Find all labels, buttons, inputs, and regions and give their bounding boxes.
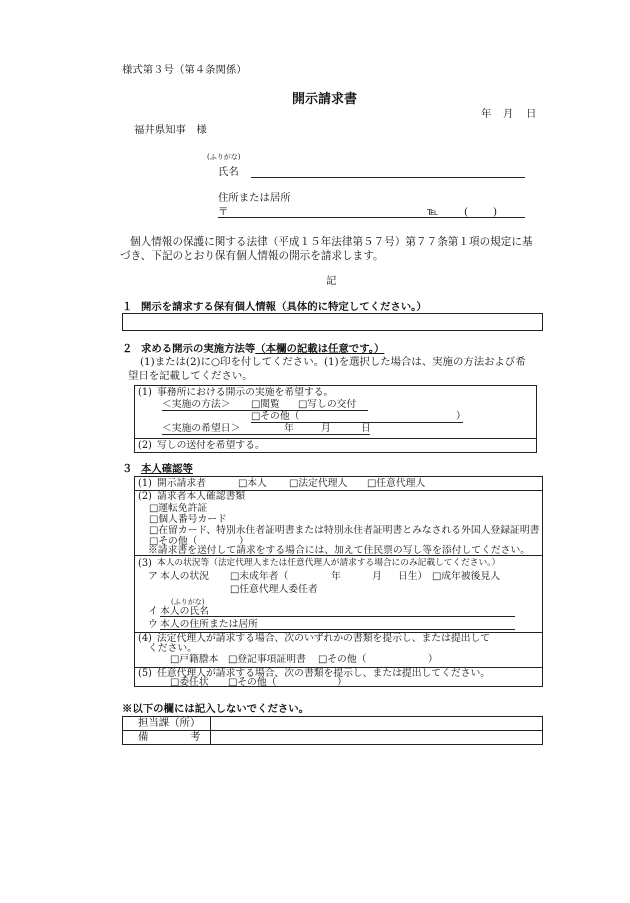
section-3-heading: 本人確認等 bbox=[141, 463, 193, 475]
legal-rep-docs-text: 法定代理人が請求する場合、次のいずれかの書類を提示し、または提出して bbox=[157, 633, 491, 644]
ki-mark: 記 bbox=[326, 275, 337, 287]
section-2-instruction: 望日を記載してください。 bbox=[128, 370, 253, 382]
person-name-label: 本人の氏名 bbox=[160, 606, 209, 617]
requester-label: 開示請求者 bbox=[157, 478, 206, 489]
registry-certificate-checkbox: □登記事項証明書 bbox=[228, 654, 306, 665]
id-other-close: ） bbox=[239, 536, 249, 547]
office-use-note: ※以下の欄には記入しないでください。 bbox=[122, 703, 310, 715]
id-documents-number: (2) bbox=[138, 491, 152, 502]
requester-legal-rep-checkbox: □法定代理人 bbox=[289, 478, 348, 489]
adult-ward-checkbox: □成年被後見人 bbox=[432, 571, 501, 582]
power-of-attorney-checkbox: □委任状 bbox=[170, 677, 209, 688]
requester-voluntary-rep-checkbox: □任意代理人 bbox=[367, 478, 426, 489]
voluntary-rep-other-checkbox: □その他（ bbox=[228, 677, 277, 688]
status-a-mark: ア bbox=[148, 571, 158, 582]
date-year-label: 年 bbox=[481, 108, 492, 120]
legal-rep-docs-text: ください。 bbox=[148, 643, 197, 654]
office-use-remarks-label: 備 考 bbox=[138, 731, 203, 743]
person-status-number: (3) bbox=[138, 558, 152, 569]
person-status-label: 本人の状況等（法定代理人または任意代理人が請求する場合にのみ記載してください。） bbox=[157, 558, 501, 568]
family-register-checkbox: □戸籍謄本 bbox=[170, 654, 219, 665]
applicant-address-label: 住所または居所 bbox=[218, 192, 291, 204]
addressee: 福井県知事 様 bbox=[134, 124, 207, 136]
id-documents-label: 請求者本人確認書類 bbox=[157, 491, 246, 502]
method-label: ＜実施の方法＞ bbox=[162, 399, 231, 410]
form-title: 開示請求書 bbox=[292, 92, 358, 107]
birth-day-label: 日生） bbox=[398, 571, 428, 582]
id-other-checkbox: □その他（ bbox=[149, 536, 198, 547]
tel-paren-close: ) bbox=[493, 206, 498, 218]
section-1-entry-box bbox=[122, 313, 543, 331]
residence-card-checkbox: □在留カード、特別永住者証明書または特別永住者証明書とみなされる外国人登録証明書 bbox=[149, 525, 540, 536]
method-other-underline bbox=[251, 422, 463, 423]
mail-request-note: ※請求書を送付して請求をする場合には、加えて住民票の写し等を添付してください。 bbox=[148, 545, 531, 556]
tel-mark: ℡ bbox=[427, 206, 439, 218]
legal-rep-other-close: ） bbox=[428, 654, 438, 665]
applicant-name-label: 氏名 bbox=[218, 166, 239, 178]
preferred-date-day: 日 bbox=[361, 423, 371, 434]
section-2-heading: 求める開示の実施方法等 bbox=[141, 343, 256, 355]
section-2-number: ２ bbox=[122, 343, 133, 355]
date-day-label: 日 bbox=[526, 108, 537, 120]
requester-self-checkbox: □本人 bbox=[238, 478, 267, 489]
minor-checkbox: □未成年者（ bbox=[230, 571, 289, 582]
office-use-column-divider bbox=[210, 716, 211, 745]
option-2-number: (2) bbox=[138, 440, 152, 451]
birth-year-label: 年 bbox=[331, 571, 341, 582]
person-address-label: 本人の住所または居所 bbox=[160, 619, 258, 630]
section-1-number: １ bbox=[122, 301, 133, 313]
preferred-date-label: ＜実施の希望日＞ bbox=[162, 423, 241, 434]
section-2-divider bbox=[134, 438, 537, 439]
person-furigana-label: (ふりがな) bbox=[171, 598, 205, 606]
status-i-mark: イ bbox=[148, 606, 158, 617]
voluntary-rep-docs-number: (5) bbox=[138, 668, 152, 679]
voluntary-rep-other-close: ） bbox=[337, 677, 347, 688]
method-other-checkbox: □その他（ bbox=[251, 411, 300, 422]
section-2-heading-row bbox=[141, 343, 384, 355]
legal-rep-other-checkbox: □その他（ bbox=[318, 654, 367, 665]
legal-rep-docs-number: (4) bbox=[138, 633, 152, 644]
form-number: 様式第３号（第４条関係） bbox=[122, 64, 247, 76]
section-1-heading: 開示を請求する保有個人情報（具体的に特定してください。） bbox=[141, 301, 427, 313]
voluntary-rep-docs-text: 任意代理人が請求する場合、次の書類を提示し、または提出してください。 bbox=[157, 668, 491, 679]
option-1-number: (1) bbox=[138, 387, 152, 398]
section-2-heading-note: （本欄の記載は任意です。） bbox=[255, 343, 385, 355]
principal-checkbox: □任意代理人委任者 bbox=[230, 584, 318, 595]
my-number-card-checkbox: □個人番号カード bbox=[149, 514, 227, 525]
option-2-text: 写しの送付を希望する。 bbox=[157, 440, 265, 451]
section-3-number: ３ bbox=[122, 463, 133, 475]
drivers-license-checkbox: □運転免許証 bbox=[149, 503, 208, 514]
preferred-date-year: 年 bbox=[284, 423, 294, 434]
birth-month-label: 月 bbox=[372, 571, 382, 582]
method-other-close: ） bbox=[456, 411, 466, 422]
method-copy-checkbox: □写しの交付 bbox=[298, 399, 357, 410]
preferred-date-month: 月 bbox=[321, 423, 331, 434]
applicant-address-line bbox=[218, 217, 525, 218]
option-1-text: 事務所における開示の実施を希望する。 bbox=[157, 387, 334, 398]
tel-paren-open: ( bbox=[464, 206, 469, 218]
section-2-instruction: (1)または(2)に○印を付してください。(1)を選択した場合は、実施の方法および希 bbox=[140, 356, 526, 368]
office-use-department-label: 担当課（所） bbox=[138, 717, 201, 729]
preferred-date-underline bbox=[162, 434, 370, 435]
applicant-name-line bbox=[251, 177, 525, 178]
preamble-line: 個人情報の保護に関する法律（平成１５年法律第５７号）第７７条第１項の規定に基 bbox=[130, 236, 533, 248]
person-name-line bbox=[160, 616, 515, 617]
method-viewing-checkbox: □閲覧 bbox=[251, 399, 280, 410]
date-month-label: 月 bbox=[503, 108, 514, 120]
preamble-line: づき、下記のとおり保有個人情報の開示を請求します。 bbox=[120, 250, 384, 262]
applicant-furigana-label: (ふりがな) bbox=[207, 153, 241, 161]
status-u-mark: ウ bbox=[148, 619, 158, 630]
requester-number: (1) bbox=[138, 478, 152, 489]
postal-mark: 〒 bbox=[218, 206, 229, 218]
status-a-label: 本人の状況 bbox=[160, 571, 209, 582]
person-address-line bbox=[160, 629, 515, 630]
